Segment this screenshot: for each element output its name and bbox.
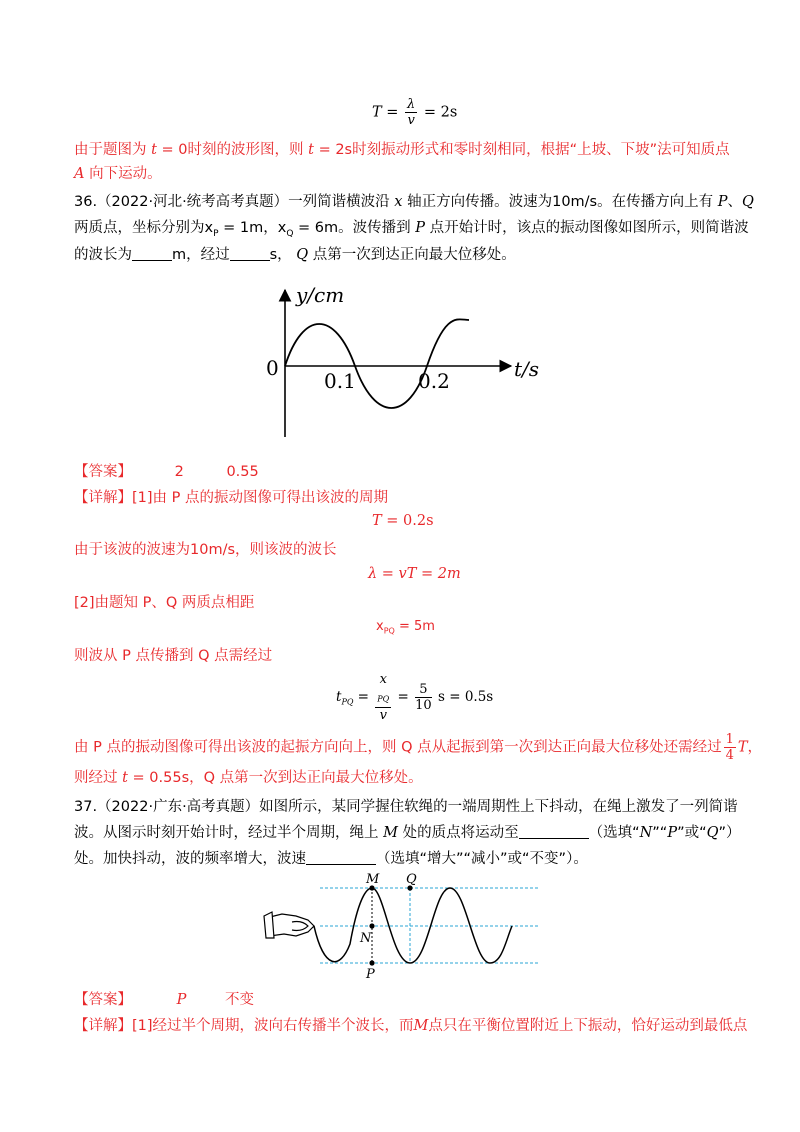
label-m: M — [366, 872, 380, 887]
period-formula: T = $\frac{\lambda}{v}$ = 2s — [372, 97, 458, 128]
q37-line-3: 处。加快抖动，波的频率增大，波速 （选填“增大”“减小”或“不变”）。 — [74, 851, 588, 867]
q36-detail-6: 则经过 t = 0.55s，Q 点第一次到达正向最大位移处。 — [74, 770, 423, 786]
origin-label: 0 — [266, 356, 279, 380]
rope-wave-figure — [262, 870, 542, 982]
label-q: Q — [406, 872, 417, 887]
q36-formula-distance: $x_{PQ} = 5m$ — [376, 619, 435, 636]
y-axis-label: y/cm — [296, 283, 345, 307]
q36-detail-3: [2]由题知 P、Q 两质点相距 — [74, 595, 255, 611]
point-p — [369, 960, 374, 965]
blank-wavelength[interactable] — [132, 246, 172, 261]
blank-wave-speed[interactable] — [306, 850, 376, 865]
x-axis-label: t/s — [514, 357, 540, 381]
conclusion-line-1: 由于题图为 t = 0时刻的波形图，则 t = 2s时刻振动形式和零时刻相同，根据“上坡、下坡”法可知质点 — [74, 142, 730, 158]
label-n: N — [360, 931, 372, 946]
vibration-graph — [258, 282, 548, 444]
q36-detail-5: 由 P 点的振动图像可得出该波的起振方向向上，则 Q 点从起振到第一次到达正向最大位移处还需经过 $\frac{1}{4}$ T， — [74, 732, 763, 763]
hand-icon — [264, 912, 314, 938]
q36-detail-1: 【详解】[1]由 P 点的振动图像可得出该波的周期 — [74, 490, 389, 506]
q36-formula-time: $t_{PQ}$ = x $_{PQ}$ v = $\frac{5}{10}$ s = 0.5s — [336, 672, 494, 723]
q36-formula-period: T = 0.2s — [372, 513, 434, 529]
tick-label-0.1: 0.1 — [324, 369, 356, 393]
q37-line-1: 37.（2022·广东·高考真题）如图所示，某同学握住软绳的一端周期性上下抖动，在绳上激发了一列简谐 — [74, 799, 738, 815]
sine-curve — [285, 319, 469, 408]
tick-label-0.2: 0.2 — [418, 369, 450, 393]
q37-detail-1: 【详解】[1]经过半个周期，波向右传播半个波长，而M点只在平衡位置附近上下振动，恰好运动到最低点 — [74, 1018, 748, 1034]
q36-detail-2: 由于该波的波速为10m/s，则该波的波长 — [74, 542, 337, 558]
conclusion-line-2: A 向下运动。 — [74, 166, 162, 182]
label-p: P — [366, 967, 375, 982]
q36-line-1: 36.（2022·河北·统考高考真题）一列简谐横波沿 x 轴正方向传播。波速为10m/s。在传播方向上有 P、Q — [74, 194, 754, 210]
q36-line-3: 的波长为 m，经过 s， Q 点第一次到达正向最大位移处。 — [74, 247, 516, 263]
blank-position[interactable] — [519, 824, 589, 839]
q37-answer: 【答案】 P 不变 — [74, 992, 254, 1008]
q37-line-2: 波。从图示时刻开始计时，经过半个周期，绳上 M 处的质点将运动至 （选填“N”“P”或“Q”） — [74, 825, 741, 841]
q36-detail-4: 则波从 P 点传播到 Q 点需经过 — [74, 648, 273, 664]
q36-line-2: 两质点，坐标分别为$x_P = 1m$，$x_Q = 6m$。波传播到 P 点开始计时，该点的振动图像如图所示，则简谐波 — [74, 220, 749, 239]
point-n — [369, 923, 374, 928]
q36-answer: 【答案】 2 0.55 — [74, 464, 259, 480]
blank-time[interactable] — [230, 246, 270, 261]
q36-formula-wavelength: λ = vT = 2m — [368, 566, 461, 582]
